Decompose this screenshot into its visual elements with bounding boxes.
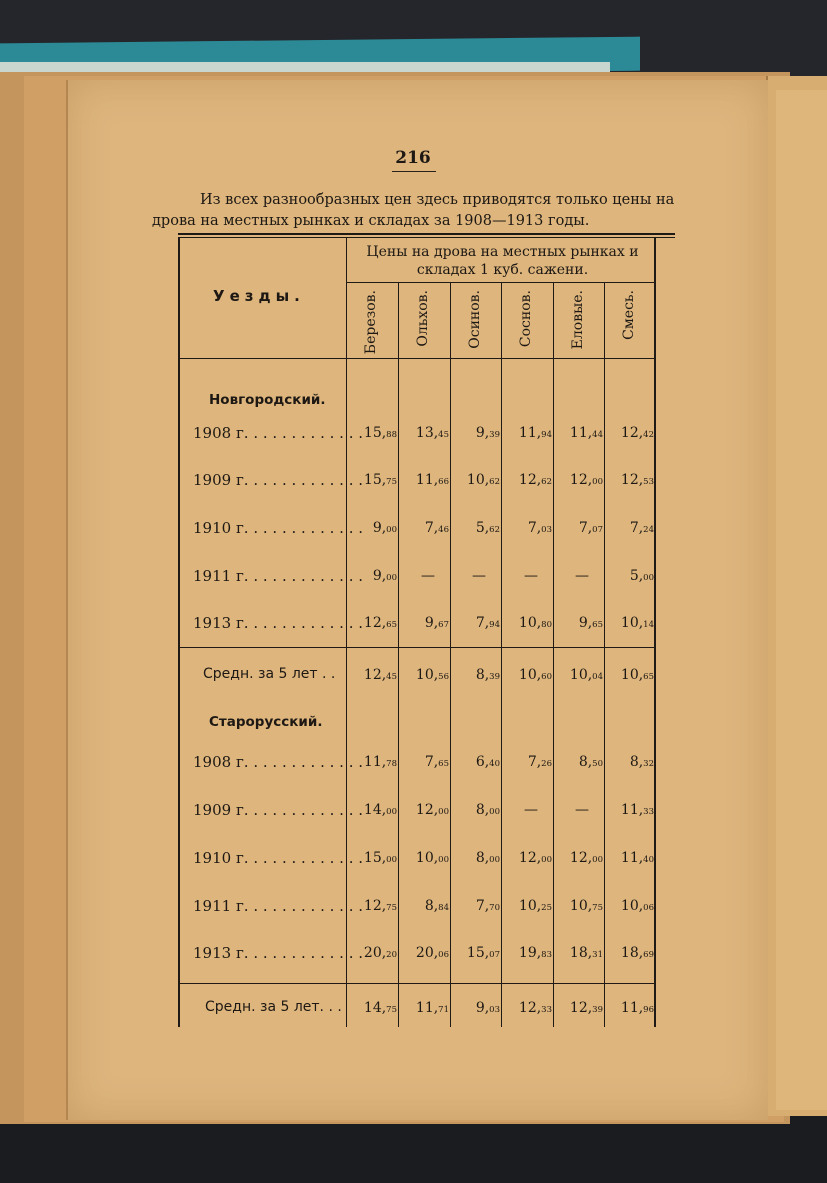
table-cell (364, 615, 397, 631)
table-cell (416, 850, 449, 866)
cell-decimal: 39 (592, 1005, 603, 1015)
cell-value: 12, (569, 472, 593, 488)
cell-decimal: 00 (386, 807, 397, 817)
table-cell (570, 472, 603, 488)
table-cell (519, 425, 552, 441)
table-cell (621, 945, 654, 961)
cell-decimal: 65 (643, 672, 654, 682)
cell-value: 10, (620, 615, 644, 631)
table-cell (621, 472, 654, 488)
cell-decimal: 00 (592, 855, 603, 865)
price-group-header-line-2: складах 1 куб. сажени. (416, 262, 589, 278)
cell-value: 20, (415, 945, 439, 961)
cell-decimal: 45 (386, 672, 397, 682)
cell-value: 12, (518, 1000, 542, 1016)
cell-value: 8, (475, 802, 490, 818)
row-label: 1911 г. . . . . . . . . . . . . (193, 567, 364, 585)
cell-decimal: 00 (541, 855, 552, 865)
cell-value: 7, (424, 520, 439, 536)
cell-decimal: 45 (438, 430, 449, 440)
cell-decimal: 20 (386, 950, 397, 960)
table-cell (472, 568, 486, 584)
cell-value: 10, (620, 898, 644, 914)
cell-value: 11, (569, 425, 593, 441)
cell-value: 10, (518, 615, 542, 631)
cell-value: 12, (363, 615, 387, 631)
cell-decimal: 96 (643, 1005, 654, 1015)
cell-value: 15, (363, 850, 387, 866)
table-cell (476, 898, 500, 914)
cell-decimal: 32 (643, 759, 654, 769)
page-number: 216 (395, 148, 431, 168)
table-cell (476, 802, 500, 818)
table-cell (373, 568, 397, 584)
cell-value: 12, (620, 472, 644, 488)
row-label: 1913 г. . . . . . . . . . . . . (193, 944, 364, 962)
table-cell (570, 667, 603, 683)
table-cell (570, 945, 603, 961)
row-label: 1913 г. . . . . . . . . . . . . (193, 614, 364, 632)
column-header: Еловые. (570, 290, 586, 350)
table-cell (570, 1000, 603, 1016)
cell-value: 11, (620, 1000, 644, 1016)
cell-decimal: 65 (438, 759, 449, 769)
table-cell (519, 945, 552, 961)
cell-value: 9, (475, 425, 490, 441)
cell-value: 10, (569, 667, 593, 683)
column-rule (450, 283, 451, 1027)
cell-value: 15, (466, 945, 490, 961)
table-cell (416, 802, 449, 818)
table-cell (575, 568, 589, 584)
cell-value: 8, (424, 898, 439, 914)
cell-value: 8, (578, 754, 593, 770)
cell-decimal: 24 (643, 525, 654, 535)
cell-value: 12, (518, 850, 542, 866)
average-label: Средн. за 5 лет . . (203, 666, 336, 682)
cell-value: — (472, 568, 486, 584)
table-cell (621, 802, 654, 818)
cell-value: 18, (569, 945, 593, 961)
table-cell (621, 898, 654, 914)
cell-value: 12, (415, 802, 439, 818)
row-label: 1911 г. . . . . . . . . . . . . (193, 897, 364, 915)
table-cell (524, 568, 538, 584)
cell-decimal: 75 (386, 477, 397, 487)
row-label: 1908 г. . . . . . . . . . . . . (193, 753, 364, 771)
cell-value: 11, (363, 754, 387, 770)
cell-value: 10, (518, 898, 542, 914)
cell-value: 11, (415, 472, 439, 488)
cell-decimal: 00 (489, 807, 500, 817)
cell-decimal: 83 (541, 950, 552, 960)
cell-value: — (421, 568, 435, 584)
table-cell (425, 754, 449, 770)
row-label: 1909 г. . . . . . . . . . . . . (193, 471, 364, 489)
table-cell (364, 850, 397, 866)
cell-decimal: 69 (643, 950, 654, 960)
cell-decimal: 60 (541, 672, 552, 682)
table-cell (519, 850, 552, 866)
table-cell (621, 425, 654, 441)
section2-avg-rule (178, 983, 655, 984)
cell-value: — (575, 802, 589, 818)
cell-decimal: 75 (592, 903, 603, 913)
cell-value: 8, (475, 850, 490, 866)
section-title: Старорусский. (209, 714, 323, 730)
table-cell (421, 568, 435, 584)
table-cell (630, 754, 654, 770)
cell-value: 10, (415, 850, 439, 866)
cell-decimal: 39 (489, 672, 500, 682)
table-cell (467, 472, 500, 488)
header-bottom-rule (178, 358, 655, 359)
cell-decimal: 62 (541, 477, 552, 487)
cell-decimal: 53 (643, 477, 654, 487)
section1-avg-rule (178, 647, 655, 648)
table-cell (364, 472, 397, 488)
cell-value: 7, (475, 898, 490, 914)
cell-value: 10, (569, 898, 593, 914)
cell-value: 12, (569, 1000, 593, 1016)
cell-value: 15, (363, 425, 387, 441)
cell-decimal: 46 (438, 525, 449, 535)
cell-value: — (575, 568, 589, 584)
table-cell (519, 667, 552, 683)
intro-paragraph (152, 190, 676, 232)
cell-decimal: 14 (643, 620, 654, 630)
cell-value: 13, (415, 425, 439, 441)
cell-value: 7, (629, 520, 644, 536)
table-cell (621, 615, 654, 631)
cell-decimal: 84 (438, 903, 449, 913)
cell-value: 14, (363, 1000, 387, 1016)
cell-decimal: 78 (386, 759, 397, 769)
cell-value: 18, (620, 945, 644, 961)
table-cell (528, 754, 552, 770)
cell-value: 11, (620, 850, 644, 866)
cell-decimal: 03 (541, 525, 552, 535)
column-rule (604, 283, 605, 1027)
cell-value: 11, (620, 802, 644, 818)
cell-value: 5, (475, 520, 490, 536)
cell-decimal: 71 (438, 1005, 449, 1015)
table-cell (519, 898, 552, 914)
table-cell (364, 1000, 397, 1016)
price-group-header-line-1: Цены на дрова на местных рынках и (366, 244, 639, 260)
section-title: Новгородский. (209, 392, 326, 408)
cell-decimal: 67 (438, 620, 449, 630)
cell-value: 9, (578, 615, 593, 631)
cell-value: 9, (372, 520, 387, 536)
cell-value: 14, (363, 802, 387, 818)
cell-decimal: 65 (386, 620, 397, 630)
table-cell (364, 898, 397, 914)
table-cell (476, 615, 500, 631)
table-cell (519, 472, 552, 488)
table-cell (570, 898, 603, 914)
table-right-rule (654, 237, 656, 1027)
row-label: 1910 г. . . . . . . . . . . . . (193, 849, 364, 867)
table-cell (476, 1000, 500, 1016)
book-page (66, 80, 768, 1120)
table-cell (579, 520, 603, 536)
table-cell (519, 615, 552, 631)
column-rule (501, 283, 502, 1027)
cell-value: 12, (363, 898, 387, 914)
table-cell (364, 754, 397, 770)
uezdy-header: Уезды. (213, 287, 305, 305)
table-cell (570, 425, 603, 441)
table-cell (621, 1000, 654, 1016)
table-cell (575, 802, 589, 818)
cell-decimal: 00 (438, 855, 449, 865)
cell-value: 12, (363, 667, 387, 683)
cell-decimal: 00 (386, 855, 397, 865)
table-cell (425, 520, 449, 536)
table-left-rule (178, 237, 180, 1027)
cell-value: 15, (363, 472, 387, 488)
column-header: Смесь. (621, 290, 637, 340)
cell-decimal: 00 (643, 573, 654, 583)
table-cell (476, 425, 500, 441)
cell-value: 6, (475, 754, 490, 770)
page-number-underline (392, 171, 436, 172)
table-cell (425, 615, 449, 631)
cell-value: 9, (475, 1000, 490, 1016)
cell-value: 7, (527, 754, 542, 770)
cell-decimal: 06 (643, 903, 654, 913)
cell-value: 10, (620, 667, 644, 683)
cell-value: 7, (475, 615, 490, 631)
cell-decimal: 04 (592, 672, 603, 682)
cell-decimal: 33 (643, 807, 654, 817)
cell-value: — (524, 568, 538, 584)
cell-decimal: 00 (489, 855, 500, 865)
column-header: Березов. (363, 290, 379, 355)
table-cell (364, 667, 397, 683)
cell-decimal: 94 (541, 430, 552, 440)
table-cell (476, 850, 500, 866)
cell-decimal: 40 (489, 759, 500, 769)
cell-decimal: 03 (489, 1005, 500, 1015)
table-cell (570, 850, 603, 866)
table-cell (579, 615, 603, 631)
table-cell (416, 945, 449, 961)
table-cell (528, 520, 552, 536)
table-cell (364, 945, 397, 961)
row-label: 1908 г. . . . . . . . . . . . . (193, 424, 364, 442)
table-cell (416, 472, 449, 488)
cell-decimal: 75 (386, 903, 397, 913)
cell-decimal: 65 (592, 620, 603, 630)
table-cell (416, 1000, 449, 1016)
table-cell (621, 667, 654, 683)
cell-decimal: 07 (592, 525, 603, 535)
cell-value: 12, (620, 425, 644, 441)
cell-value: 11, (518, 425, 542, 441)
facing-page-edge (776, 90, 827, 1110)
table-cell (364, 425, 397, 441)
cell-value: 8, (475, 667, 490, 683)
cell-value: 19, (518, 945, 542, 961)
cell-value: 8, (629, 754, 644, 770)
cell-decimal: 39 (489, 430, 500, 440)
table-cell (476, 520, 500, 536)
cell-decimal: 62 (489, 525, 500, 535)
row-label: 1909 г. . . . . . . . . . . . . (193, 801, 364, 819)
price-group-header (350, 243, 655, 279)
table-cell (476, 667, 500, 683)
cell-value: 10, (415, 667, 439, 683)
column-rule (398, 283, 399, 1027)
cell-decimal: 75 (386, 1005, 397, 1015)
table-cell (416, 667, 449, 683)
table-cell (476, 754, 500, 770)
cell-decimal: 94 (489, 620, 500, 630)
table-cell (579, 754, 603, 770)
cell-decimal: 50 (592, 759, 603, 769)
table-top-rule (178, 233, 675, 235)
cell-decimal: 00 (386, 573, 397, 583)
column-header: Соснов. (518, 290, 534, 348)
table-cell (373, 520, 397, 536)
cell-value: 20, (363, 945, 387, 961)
table-cell (519, 1000, 552, 1016)
cell-decimal: 42 (643, 430, 654, 440)
cell-value: 12, (569, 850, 593, 866)
average-label: Средн. за 5 лет. . . (205, 999, 342, 1015)
cell-decimal: 33 (541, 1005, 552, 1015)
column-rule (553, 283, 554, 1027)
intro-line-2: дрова на местных рынках и складах за 1908—1913 годы. (152, 213, 590, 229)
cell-value: 5, (629, 568, 644, 584)
cell-decimal: 88 (386, 430, 397, 440)
cell-decimal: 00 (386, 525, 397, 535)
cell-decimal: 00 (438, 807, 449, 817)
cell-decimal: 25 (541, 903, 552, 913)
cell-decimal: 40 (643, 855, 654, 865)
table-top-rule-thin (178, 237, 675, 238)
cell-decimal: 70 (489, 903, 500, 913)
table-cell (621, 850, 654, 866)
cell-decimal: 66 (438, 477, 449, 487)
cell-decimal: 62 (489, 477, 500, 487)
column-header: Ольхов. (415, 290, 431, 347)
cell-decimal: 44 (592, 430, 603, 440)
table-cell (630, 520, 654, 536)
cell-value: 7, (527, 520, 542, 536)
cell-value: 9, (372, 568, 387, 584)
cell-value: 9, (424, 615, 439, 631)
cell-decimal: 80 (541, 620, 552, 630)
table-cell (524, 802, 538, 818)
cell-decimal: 26 (541, 759, 552, 769)
cell-decimal: 00 (592, 477, 603, 487)
cell-value: 7, (424, 754, 439, 770)
table-cell (630, 568, 654, 584)
cell-value: 10, (466, 472, 490, 488)
row-label: 1910 г. . . . . . . . . . . . . (193, 519, 364, 537)
cell-value: 12, (518, 472, 542, 488)
cell-decimal: 07 (489, 950, 500, 960)
cell-value: 11, (415, 1000, 439, 1016)
column-header: Осинов. (467, 290, 483, 349)
intro-line-1: Из всех разнообразных цен здесь приводятся только цены на (200, 192, 675, 208)
cell-value: 7, (578, 520, 593, 536)
cell-value: 10, (518, 667, 542, 683)
table-cell (416, 425, 449, 441)
cell-decimal: 06 (438, 950, 449, 960)
table-cell (364, 802, 397, 818)
table-cell (467, 945, 500, 961)
cell-value: — (524, 802, 538, 818)
table-cell (425, 898, 449, 914)
cell-decimal: 56 (438, 672, 449, 682)
cell-decimal: 31 (592, 950, 603, 960)
